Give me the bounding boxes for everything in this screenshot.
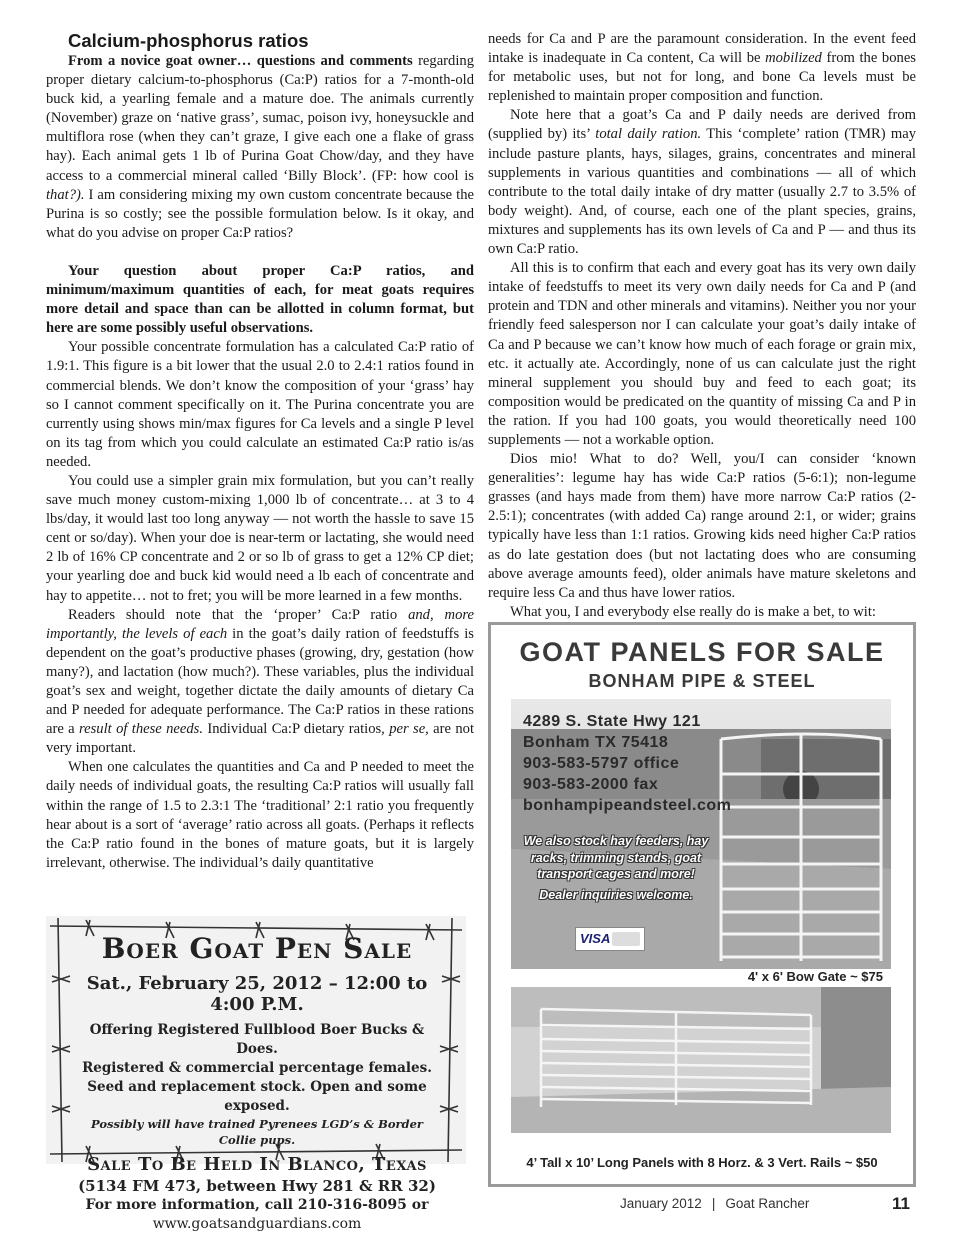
page-number: 11	[892, 1194, 910, 1213]
bow-gate-caption: 4' x 6' Bow Gate ~ $75	[747, 969, 883, 984]
question-text-1: regarding proper dietary calcium-to-phosphorus (Ca:P) ratios for a 7-month-old buck kid, a yearling female and a mature doe. The animals currently (November) graze on ‘native grass’, sumac, poison ivy, honeysuckle and multiflora rose (when they can’t graze, I give each one a flake of grass hay). Each animal gets 1 lb of Purina Goat Chow/day, and they have access to a commercial mineral called ‘Billy Block’. (FP: how cool is	[46, 53, 474, 184]
article-heading: Calcium-phosphorus ratios	[68, 30, 309, 51]
panels-ad-website: bonhampipeandsteel.com	[523, 797, 732, 814]
panels-illustration	[511, 987, 891, 1133]
answer-lead: Your question about proper Ca:P ratios, and minimum/maximum quantities of each, for meat goats requires more detail and space than can be allotted in column format, but here are some possibly useful observations.	[46, 262, 474, 337]
article-right-column	[488, 30, 916, 622]
right-paragraph-5: What you, I and everybody else really do is make a bet, to wit:	[510, 603, 876, 620]
panels-ad-stock-note: We also stock hay feeders, hay racks, trimming stands, goat transport cages and more! Dealer inquiries welcome.	[521, 833, 711, 903]
boer-ad-address: (5134 FM 473, between Hwy 281 & RR 32)	[78, 1177, 436, 1195]
boer-ad-title: Boer Goat Pen Sale	[101, 932, 413, 965]
boer-ad-content	[72, 932, 442, 1233]
panels-ad-contact	[523, 711, 731, 816]
boer-goat-sale-ad	[46, 916, 466, 1232]
answer-paragraph-3: Readers should note that the ‘proper’ Ca:P ratio and, more importantly, the levels of each in the goat’s daily ration of feedstuffs is dependent on the goat’s productive phases (growing, dry, gestation (how many?), and lactation (how much?). These variables, plus the individual goat’s sex and weight, together dictate the daily amounts of dietary Ca and P needed for adequate performance. The Ca:P ratios in these rations are a result of these needs. Individual Ca:P dietary ratios, per se, are not very important.	[46, 606, 475, 757]
question-paragraph	[46, 52, 474, 243]
boer-ad-date: Sat., February 25, 2012 – 12:00 to 4:00 P.M.	[86, 973, 428, 1015]
footer-separator: |	[711, 1196, 716, 1211]
right-paragraph-1: needs for Ca and P are the paramount consideration. In the event feed intake is inadequate in Ca content, Ca will be mobilized from the bones for metabolic uses, but not for long, and bone Ca levels must be replenished to maintain proper composition and function.	[488, 31, 916, 105]
boer-ad-line-1: Offering Registered Fullblood Boer Bucks & Does.	[89, 1022, 425, 1057]
answer-paragraph-1: Your possible concentrate formulation has a calculated Ca:P ratio of 1.9:1. This figure is a bit lower that the usual 2.0 to 2.4:1 ratios found in commercial blends. We don’t know the composition of your ‘grass’ hay so I cannot comment specifically on it. The Purina concentrate you are currently using shows min/max figures for Ca levels and a single P level on its tag from which you could calculate an estimated Ca:P ratio is/as needed.	[46, 339, 474, 470]
right-paragraph-3: All this is to confirm that each and every goat has its very own daily intake of feedstuffs to meet its very own daily needs for Ca and P (and protein and TDN and other minerals and vitamins). Neither you nor your friendly feed salesperson nor I can calculate your goat’s daily intake of Ca and P because we can’t know how much of each forage or grain mix, etc. it actually ate. Accordingly, none of us can calculate just the right mineral supplement you should buy and feed to each goat; its composition would be predicated on the quantity of missing Ca and P in the ration. If you had 100 goats, you would theoretically need 100 supplements — not a workable option.	[488, 260, 916, 448]
right-paragraph-2: Note here that a goat’s Ca and P daily needs are derived from (supplied by) its’ total daily ration. This ‘complete’ ration (TMR) may include pasture plants, hays, silages, grains, concentrates and mineral supplements in various quantities and combinations — all of which contribute to the total daily intake of dry matter (usually 2.7 to 3.5% of body weight). And, of course, each one of the plant species, grains, mixtures and supplements has its own levels of Ca and P — and thus its own Ca:P ratio.	[488, 107, 917, 258]
boer-ad-line-2: Registered & commercial percentage females.	[82, 1060, 432, 1076]
mastercard-icon	[612, 932, 640, 946]
question-lead: From a novice goat owner… questions and comments	[68, 53, 413, 69]
panels-ad-address-1: 4289 S. State Hwy 121	[523, 713, 701, 730]
right-paragraph-4: Dios mio! What to do? Well, you/I can consider ‘known generalities’: legume hay has wide Ca:P ratios (5-6:1); non-legume grasses (and hays made from them) have more narrow Ca:P ratios (2-2.5:1); concentrates (with added Ca) range around 2:1, or wider; grains typically have less than 1:1 ratios. Growing kids need higher Ca:P ratios as do late gestation does (but not lactating does who are consuming above average amounts feed), older animals have mature skeletons and require less Ca and thus have lower ratios.	[488, 451, 916, 601]
panels-ad-dealer-note: Dealer inquiries welcome.	[539, 887, 693, 902]
panels-caption: 4’ Tall x 10’ Long Panels with 8 Horz. & 3 Vert. Rails ~ $50	[526, 1155, 878, 1170]
panels-ad-address-2: Bonham TX 75418	[523, 734, 669, 751]
panels-ad-title: GOAT PANELS FOR SALE	[519, 637, 885, 667]
question-text-2: I am considering mixing my own custom concentrate because the Purina is so costly; see the possible formulation below. Is it okay, and what do you advise on proper Ca:P ratios?	[46, 186, 474, 241]
boer-ad-line-4: Possibly will have trained Pyrenees LGD’s & Border Collie pups.	[91, 1117, 423, 1147]
boer-ad-line-3: Seed and replacement stock. Open and some exposed.	[87, 1079, 427, 1114]
page-footer	[620, 1196, 809, 1211]
answer-paragraph-4: When one calculates the quantities and Ca and P needed to meet the daily needs of individual goats, the resulting Ca:P ratios will usually fall within the range of 1.5 to 2.3:1 The ‘traditional’ 2:1 ratio you frequently hear about is a sort of ‘average’ ratio across all goats. (Perhaps it reflects the Ca:P ratio found in the bones of mature goats, but it is largely irrelevant, otherwise. The individual’s daily quantitative	[46, 759, 474, 871]
panels-ad-fax: 903-583-2000 fax	[523, 776, 659, 793]
panels-photo	[511, 987, 891, 1133]
goat-panels-ad	[488, 622, 916, 1187]
boer-ad-info: For more information, call 210-316-8095 or	[85, 1197, 429, 1213]
footer-issue: January 2012	[620, 1196, 702, 1211]
visa-mastercard-logo: VISA	[575, 927, 645, 951]
answer-paragraph-2: You could use a simpler grain mix formulation, but you can’t really save much money custom-mixing 1,000 lb of concentrate… at 3 to 4 lbs/day, it would last too long anyway — not worth the hassle to save 15 cent or so/day). When your doe is near-term or lactating, she would need 2 lb of 16% CP concentrate and 2 or so lb of grass to get a 12% CP diet; your yearling doe and buck kid would need a lb each of concentrate and hay to appetite… not to fret; you will be more learned in a few months.	[46, 472, 474, 604]
panels-ad-company: BONHAM PIPE & STEEL	[588, 671, 816, 691]
boer-ad-website: www.goatsandguardians.com	[152, 1216, 362, 1232]
panels-ad-phone: 903-583-5797 office	[523, 755, 680, 772]
question-italic: that?).	[46, 186, 85, 203]
boer-ad-location: Sale To Be Held In Blanco, Texas	[87, 1154, 427, 1175]
footer-magazine: Goat Rancher	[725, 1196, 810, 1211]
article-left-column	[46, 30, 474, 873]
